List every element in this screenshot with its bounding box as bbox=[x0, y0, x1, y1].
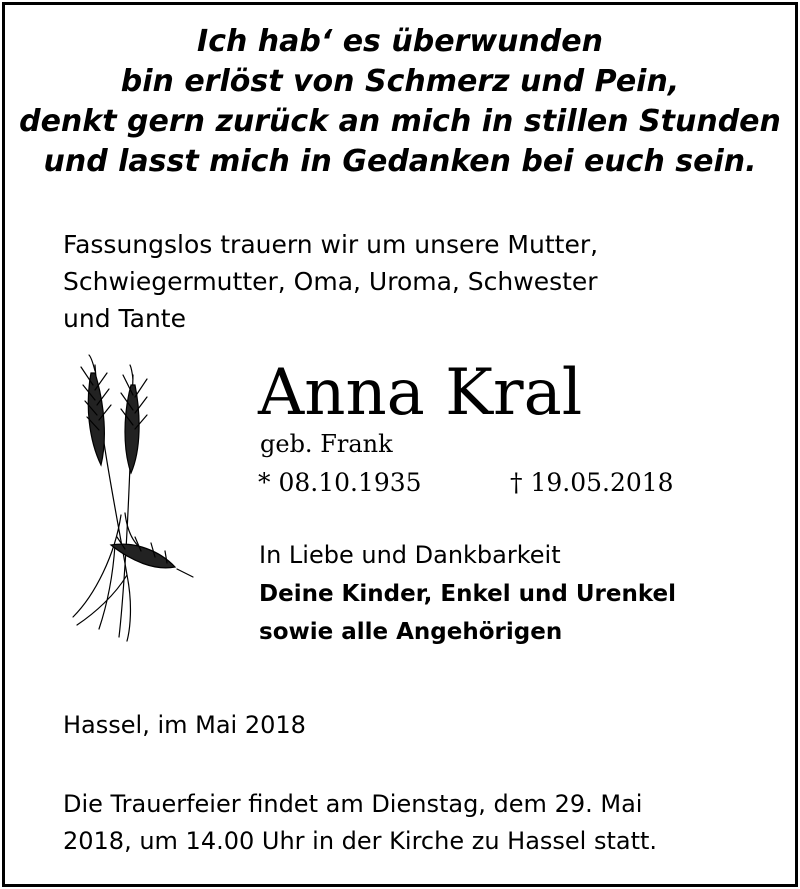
funeral-notice bbox=[63, 786, 657, 860]
deceased-name: Anna Kral bbox=[258, 356, 583, 430]
birth-name: geb. Frank bbox=[260, 430, 393, 458]
intro-line: Schwiegermutter, Oma, Uroma, Schwester bbox=[63, 267, 598, 296]
place-date: Hassel, im Mai 2018 bbox=[63, 711, 306, 739]
funeral-line: Die Trauerfeier findet am Dienstag, dem 29. Mai bbox=[63, 790, 643, 818]
death-date: † 19.05.2018 bbox=[510, 468, 674, 497]
birth-date: * 08.10.1935 bbox=[258, 468, 422, 497]
memorial-poem bbox=[0, 22, 800, 182]
funeral-line: 2018, um 14.00 Uhr in der Kirche zu Hassel statt. bbox=[63, 827, 658, 855]
farewell-greeting: In Liebe und Dankbarkeit bbox=[259, 541, 561, 569]
mourning-intro bbox=[63, 226, 598, 337]
poem-line: Ich hab‘ es überwunden bbox=[197, 24, 603, 59]
poem-line: denkt gern zurück an mich in stillen Stunden bbox=[19, 104, 781, 139]
poem-line: bin erlöst von Schmerz und Pein, bbox=[120, 64, 680, 99]
mourners-list bbox=[259, 575, 676, 651]
mourners-line: Deine Kinder, Enkel und Urenkel bbox=[259, 581, 677, 607]
intro-line: Fassungslos trauern wir um unsere Mutter, bbox=[63, 230, 599, 259]
poem-line: und lasst mich in Gedanken bei euch sein. bbox=[43, 144, 757, 179]
mourners-line: sowie alle Angehörigen bbox=[259, 619, 563, 645]
intro-line: und Tante bbox=[63, 304, 186, 333]
wheat-ears-icon bbox=[55, 345, 205, 645]
